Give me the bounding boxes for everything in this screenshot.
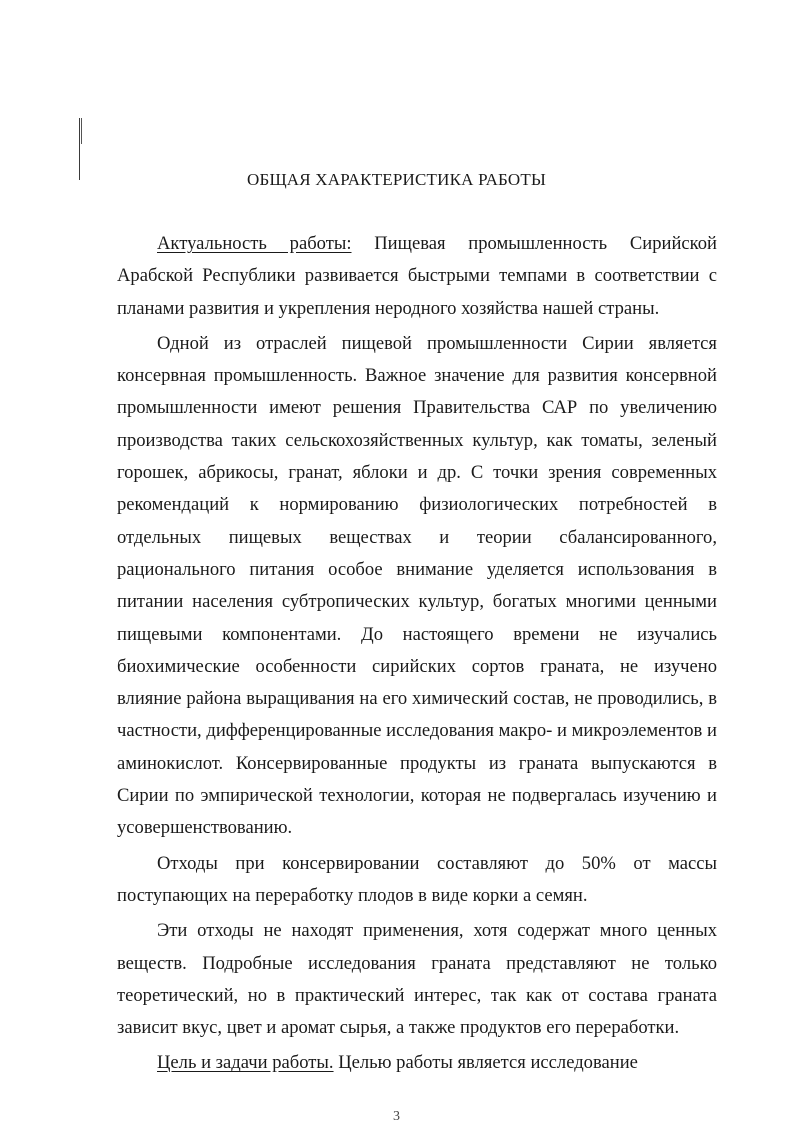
- goals-heading: Цель и задачи работы.: [157, 1052, 334, 1074]
- page-title: ОБЩАЯ ХАРАКТЕРИСТИКА РАБОТЫ: [247, 170, 546, 189]
- body-text: [117, 228, 717, 1080]
- goals-text: Целью работы является исследование: [333, 1052, 638, 1074]
- paragraph-goals: [117, 1047, 717, 1079]
- paragraph-waste-usage: Эти отходы не находят применения, хотя содержат много ценных веществ. Подробные исследования граната представляют не только теоретический, но в практический интерес, так как от состава граната зависит вкус, цвет и аромат сырья, а также продуктов его переработки.: [117, 920, 717, 1039]
- relevance-heading: Актуальность работы:: [157, 233, 352, 254]
- paragraph-relevance: [117, 228, 717, 325]
- page-number: 3: [393, 1109, 400, 1124]
- paragraph-canning-industry: Одной из отраслей пищевой промышленности Сирии является консервная промышленность. Важное значение для развития консервной промышленности имеют решения Правительства САР по увеличению производства таких сельскохозяйственных культур, как томаты, зеленый горошек, абрикосы, гранат, яблоки и др. С точки зрения современных рекомендаций к нормированию физиологических потребностей в отдельных пищевых веществах и теории сбалансированного, рационального питания особое внимание уделяется использования в питании населения субтропических культур, богатых многими ценными пищевыми компонентами. До настоящего времени не изучались биохимические особенности сирийских сортов граната, не изучено влияние района выращивания на его химический состав, не проводились, в частности, дифференцированные исследования макро- и микроэлементов и аминокислот. Консервированные продукты из граната выпускаются в Сирии по эмпирической технологии, которая не подвергалась изучению и усовершенствованию.: [117, 332, 717, 839]
- scan-margin-mark-inner: [81, 118, 82, 144]
- paragraph-waste: Отходы при консервировании составляют до 50% от массы поступающих на переработку плодов в виде корки а семян.: [117, 852, 717, 906]
- relevance-text: Пищевая промышленность Сирийской Арабской Республики развивается быстрыми темпами в соответствии с планами развития и укрепления неродного хозяйства нашей страны.: [117, 233, 717, 319]
